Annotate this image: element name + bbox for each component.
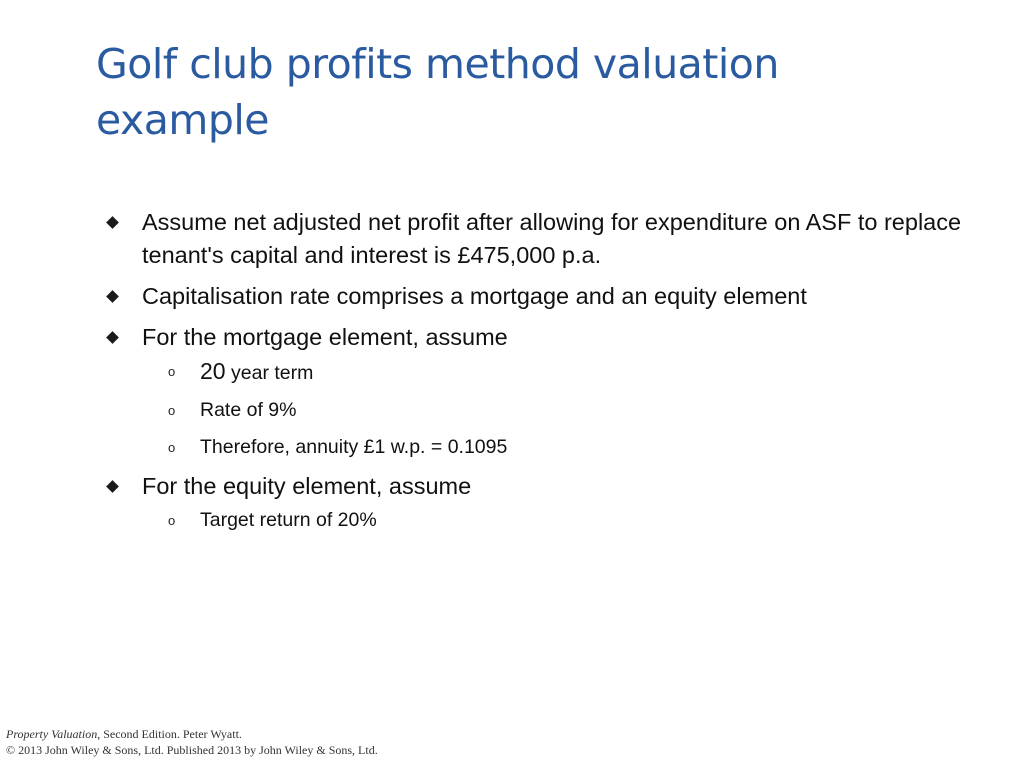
bullet-item-net-profit	[106, 206, 966, 272]
sub-item-target-return	[142, 505, 966, 535]
circle-bullet-icon: o	[168, 513, 176, 528]
book-title: Property Valuation	[6, 727, 98, 741]
sub-item-text: year term	[225, 362, 314, 384]
bullet-text: Capitalisation rate comprises a mortgage and an equity element	[142, 283, 807, 309]
slide-title: Golf club profits method valuation example	[96, 40, 779, 144]
sub-item-text: Therefore, annuity £1 w.p. = 0.1095	[200, 436, 508, 458]
footer-citation	[6, 727, 706, 758]
mortgage-sub-list	[142, 356, 966, 462]
equity-sub-list	[142, 505, 966, 535]
sub-item-annuity	[142, 432, 966, 462]
footer-line-1	[6, 727, 706, 743]
footer-copyright: © 2013 John Wiley & Sons, Ltd. Published 2013 by John Wiley & Sons, Ltd.	[6, 742, 378, 757]
diamond-bullet-icon	[106, 290, 119, 303]
bullet-item-mortgage-element	[106, 321, 966, 462]
bullet-text: For the mortgage element, assume	[142, 324, 508, 350]
circle-bullet-icon: o	[168, 440, 176, 455]
circle-bullet-icon: o	[168, 403, 176, 418]
diamond-bullet-icon	[106, 480, 119, 493]
bullet-text: For the equity element, assume	[142, 473, 472, 499]
term-years: 20	[200, 358, 226, 384]
sub-item-rate	[142, 395, 966, 425]
bullet-item-equity-element	[106, 470, 966, 535]
diamond-bullet-icon	[106, 216, 119, 229]
bullet-list	[106, 206, 966, 543]
diamond-bullet-icon	[106, 331, 119, 344]
circle-bullet-icon: o	[168, 364, 176, 379]
edition-author: , Second Edition. Peter Wyatt.	[97, 727, 242, 741]
sub-item-text: Target return of 20%	[200, 509, 377, 531]
bullet-item-capitalisation-rate	[106, 280, 966, 313]
sub-item-term	[142, 356, 966, 388]
sub-item-text: Rate of 9%	[200, 399, 297, 421]
bullet-text: Assume net adjusted net profit after allowing for expenditure on ASF to replace tenant's capital and interest is £475,000 p.a.	[142, 209, 962, 268]
